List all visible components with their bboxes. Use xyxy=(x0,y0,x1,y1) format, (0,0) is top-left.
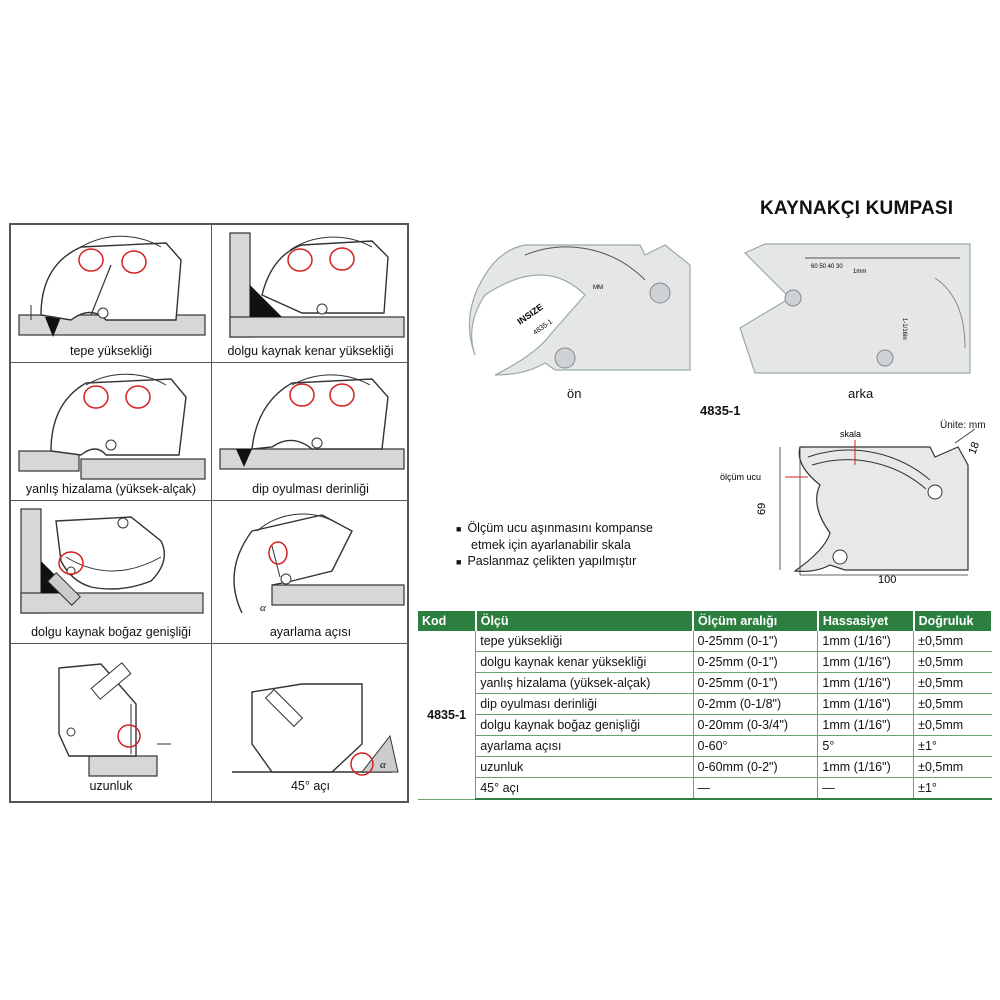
back-label: arka xyxy=(848,386,874,401)
resolution-cell: 5° xyxy=(818,736,914,757)
width-dimension: 100 xyxy=(878,574,897,585)
feature-list xyxy=(456,520,653,570)
range-cell: 0-25mm (0-1") xyxy=(693,673,818,694)
feature-item: ■ Ölçüm ucu aşınmasını kompanse xyxy=(456,521,653,535)
header-accuracy: Doğruluk xyxy=(914,611,992,631)
usage-cell-misalignment xyxy=(11,363,212,501)
range-cell: 0-25mm (0-1") xyxy=(693,631,818,652)
crown-height-illustration xyxy=(11,225,211,363)
usage-label: 45° açı xyxy=(290,779,331,793)
table-row xyxy=(418,652,992,673)
header-olcu: Ölçü xyxy=(476,611,693,631)
accuracy-cell: ±0,5mm xyxy=(914,631,992,652)
usage-cell-45-angle xyxy=(212,644,409,801)
measure-cell: 45° açı xyxy=(476,778,693,800)
table-row xyxy=(418,631,992,652)
resolution-cell: 1mm (1/16") xyxy=(818,631,914,652)
undercut-depth-illustration xyxy=(212,363,408,501)
header-kod: Kod xyxy=(418,611,476,631)
resolution-cell: 1mm (1/16") xyxy=(818,673,914,694)
unit-stamp: MM xyxy=(593,285,603,291)
svg-text:α: α xyxy=(380,759,386,771)
header-resolution: Hassasiyet xyxy=(818,611,914,631)
measure-cell: uzunluk xyxy=(476,757,693,778)
accuracy-cell: ±1° xyxy=(914,778,992,800)
range-cell: 0-25mm (0-1") xyxy=(693,652,818,673)
ruler-stamp: 1-1/16in xyxy=(901,318,907,340)
usage-label: dolgu kaynak kenar yüksekliği xyxy=(227,344,394,358)
range-cell: 0-60° xyxy=(693,736,818,757)
measure-cell: dolgu kaynak kenar yüksekliği xyxy=(476,652,693,673)
usage-label: yanlış hizalama (yüksek-alçak) xyxy=(25,482,197,496)
page-title: KAYNAKÇI KUMPASI xyxy=(760,198,954,219)
resolution-cell: — xyxy=(818,778,914,800)
throat-width-illustration xyxy=(11,501,211,644)
table-row xyxy=(418,715,992,736)
back-photo xyxy=(735,238,975,378)
range-cell: 0-2mm (0-1/8") xyxy=(693,694,818,715)
table-row xyxy=(418,736,992,757)
range-cell: 0-20mm (0-3/4") xyxy=(693,715,818,736)
feature-item-continued: etmek için ayarlanabilir skala xyxy=(471,538,631,552)
bullet-icon: ■ xyxy=(456,557,462,567)
usage-grid xyxy=(9,223,409,803)
measure-cell: ayarlama açısı xyxy=(476,736,693,757)
resolution-cell: 1mm (1/16") xyxy=(818,757,914,778)
usage-label: uzunluk xyxy=(89,779,133,793)
misalignment-illustration xyxy=(11,363,211,501)
angle-45-illustration xyxy=(212,644,408,801)
usage-cell-crown-height xyxy=(11,225,212,363)
measure-cell: dip oyulması derinliği xyxy=(476,694,693,715)
dimension-drawing xyxy=(700,425,995,585)
accuracy-cell: ±0,5mm xyxy=(914,673,992,694)
table-row xyxy=(418,673,992,694)
header-range: Ölçüm aralığı xyxy=(693,611,818,631)
front-photo xyxy=(465,235,705,380)
spec-table xyxy=(418,611,993,800)
accuracy-cell: ±0,5mm xyxy=(914,652,992,673)
range-cell: — xyxy=(693,778,818,800)
range-cell: 0-60mm (0-2") xyxy=(693,757,818,778)
table-header-row xyxy=(418,611,992,631)
resolution-cell: 1mm (1/16") xyxy=(818,652,914,673)
code-cell: 4835-1 xyxy=(418,631,476,799)
bullet-icon: ■ xyxy=(456,524,462,534)
usage-label: dip oyulması derinliği xyxy=(252,482,369,496)
back-scale-label: 1mm xyxy=(853,269,867,275)
thickness-dimension: 18 xyxy=(966,440,983,457)
usage-label: ayarlama açısı xyxy=(269,625,352,639)
scale-callout: skala xyxy=(840,429,862,439)
table-row xyxy=(418,694,992,715)
model-stamp: 4835-1 xyxy=(532,318,555,337)
brand-stamp: INSIZE xyxy=(515,301,545,327)
usage-cell-angle-setting xyxy=(212,501,409,644)
usage-cell-length xyxy=(11,644,212,801)
resolution-cell: 1mm (1/16") xyxy=(818,694,914,715)
accuracy-cell: ±1° xyxy=(914,736,992,757)
usage-cell-undercut-depth xyxy=(212,363,409,501)
svg-text:α: α xyxy=(260,602,266,614)
accuracy-cell: ±0,5mm xyxy=(914,715,992,736)
resolution-cell: 1mm (1/16") xyxy=(818,715,914,736)
usage-label: dolgu kaynak boğaz genişliği xyxy=(31,625,191,639)
measure-cell: yanlış hizalama (yüksek-alçak) xyxy=(476,673,693,694)
measure-cell: dolgu kaynak boğaz genişliği xyxy=(476,715,693,736)
table-row xyxy=(418,778,992,800)
height-dimension: 69 xyxy=(756,502,768,515)
accuracy-cell: ±0,5mm xyxy=(914,694,992,715)
measure-cell: tepe yüksekliği xyxy=(476,631,693,652)
unit-label: Ünite: mm xyxy=(940,420,986,431)
length-illustration xyxy=(11,644,211,801)
accuracy-cell: ±0,5mm xyxy=(914,757,992,778)
usage-label: tepe yüksekliği xyxy=(70,344,152,358)
usage-cell-throat-width xyxy=(11,501,212,644)
table-row xyxy=(418,757,992,778)
front-label: ön xyxy=(567,386,582,401)
angle-setting-illustration xyxy=(212,501,408,644)
feature-item: ■ Paslanmaz çelikten yapılmıştır xyxy=(456,554,637,568)
back-ruler-numbers: 60 50 40 30 xyxy=(811,264,843,270)
tip-callout: ölçüm ucu xyxy=(720,472,762,482)
fillet-leg-illustration xyxy=(212,225,408,363)
usage-cell-fillet-leg xyxy=(212,225,409,363)
model-label: 4835-1 xyxy=(700,403,741,418)
